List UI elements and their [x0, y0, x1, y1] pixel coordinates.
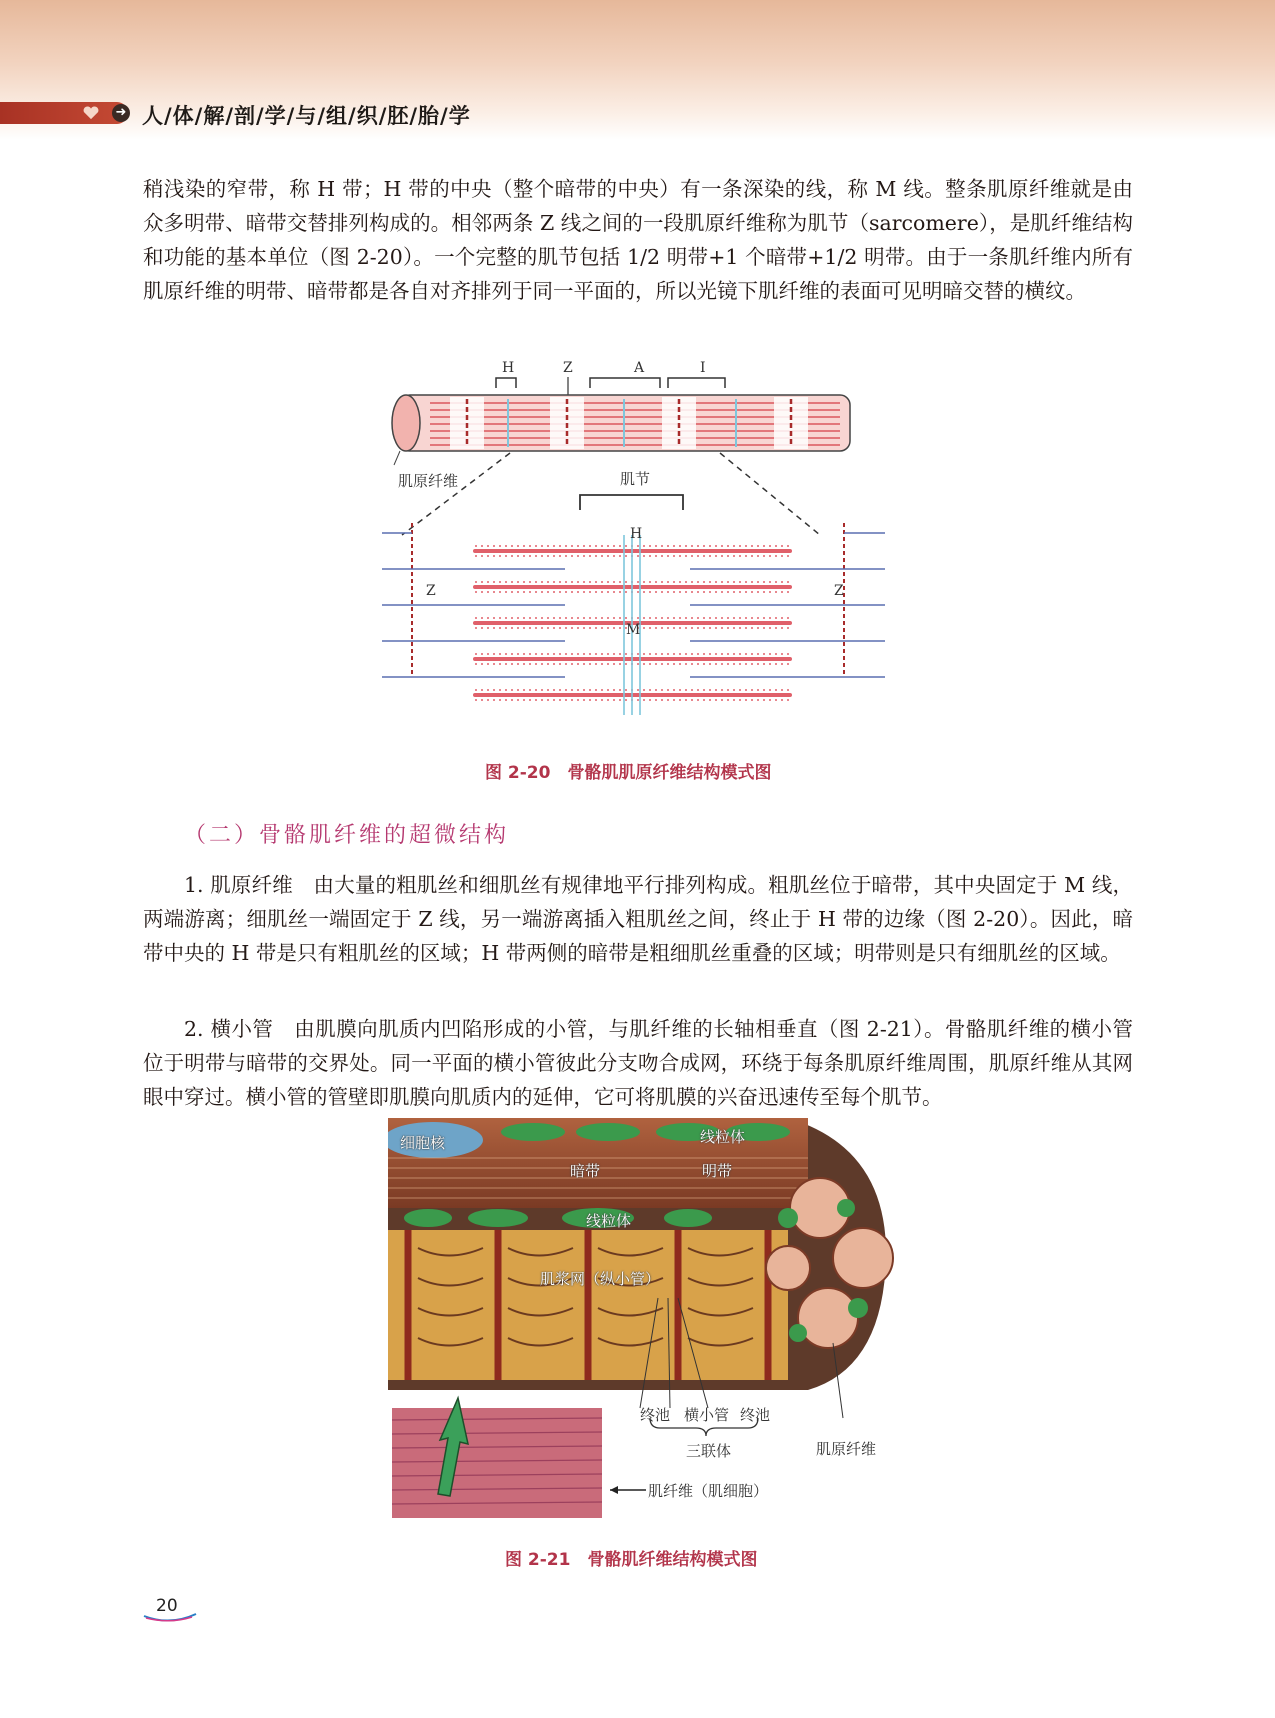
label-myofibril: 肌原纤维 [398, 472, 459, 490]
label-sarcomere: 肌节 [620, 470, 651, 488]
figure-2-21-caption: 图 2-21 骨骼肌纤维结构模式图 [505, 1550, 758, 1570]
label-h-zone: H [630, 526, 643, 542]
page-number: 20 [156, 1596, 178, 1616]
label-z-line: Z [563, 360, 573, 376]
arrow-right-icon: ➜ [112, 104, 130, 122]
label-a-band: A [634, 360, 645, 376]
label-mitochondria-top: 线粒体 [700, 1128, 746, 1146]
figure-2-20-caption: 图 2-20 骨骼肌肌原纤维结构模式图 [485, 763, 772, 783]
paragraph-3: 2. 横小管 由肌膜向肌质内凹陷形成的小管，与肌纤维的长轴相垂直（图 2-21）。骨骼肌纤维的横小管位于明带与暗带的交界处。同一平面的横小管彼此分支吻合成网，环绕于每条肌原纤维周围，肌原纤维从其网眼中穿过。横小管的管壁即肌膜向肌质内的延伸，它可将肌膜的兴奋迅速传至每个肌节。 [143, 1017, 1133, 1109]
label-i-band: I [700, 360, 706, 376]
label-z-right: Z [834, 583, 844, 599]
label-light-band: 明带 [702, 1162, 733, 1180]
label-mitochondria-mid: 线粒体 [586, 1212, 632, 1230]
book-title: 人/体/解/剖/学/与/组/织/胚/胎/学 [142, 104, 471, 128]
label-sarcoplasmic-reticulum: 肌浆网（纵小管） [540, 1270, 661, 1288]
label-dark-band: 暗带 [570, 1162, 601, 1180]
label-h-band: H [502, 360, 515, 376]
myofibril-diagram [380, 355, 900, 735]
label-nucleus: 细胞核 [400, 1134, 446, 1152]
section-heading: （二）骨骼肌纤维的超微结构 [184, 823, 510, 848]
paragraph-2: 1. 肌原纤维 由大量的粗肌丝和细肌丝有规律地平行排列构成。粗肌丝位于暗带，其中央固定于 M 线，两端游离；细肌丝一端固定于 Z 线，另一端游离插入粗肌丝之间，终止于 H 带的边缘（图 2-20）。因此，暗带中央的 H 带是只有粗肌丝的区域；H 带两侧的暗带是粗细肌丝重叠的区域；明带则是只有细肌丝的区域。 [143, 873, 1133, 965]
paragraph-1: 稍浅染的窄带，称 H 带；H 带的中央（整个暗带的中央）有一条深染的线，称 M 线。整条肌原纤维就是由众多明带、暗带交替排列构成的。相邻两条 Z 线之间的一段肌原纤维称为肌节（sarcomere），是肌纤维结构和功能的基本单位（图 2-20）。一个完整的肌节包括 1/2 明带+1 个暗带+1/2 明带。由于一条肌纤维内所有肌原纤维的明带、暗带都是各自对齐排列于同一平面的，所以光镜下肌纤维的表面可见明暗交替的横纹。 [143, 177, 1133, 303]
label-z-left: Z [426, 583, 436, 599]
header-bar [0, 102, 128, 124]
label-triad: 三联体 [686, 1442, 732, 1460]
label-terminal-cistern-left: 终池 [640, 1406, 671, 1424]
label-myofibril-2: 肌原纤维 [816, 1440, 877, 1458]
heart-icon [82, 106, 100, 120]
label-muscle-fiber: 肌纤维（肌细胞） [648, 1482, 769, 1500]
label-m-line: M [626, 622, 641, 638]
label-terminal-cistern-right: 终池 [740, 1406, 771, 1424]
label-t-tubule: 横小管 [684, 1406, 730, 1424]
